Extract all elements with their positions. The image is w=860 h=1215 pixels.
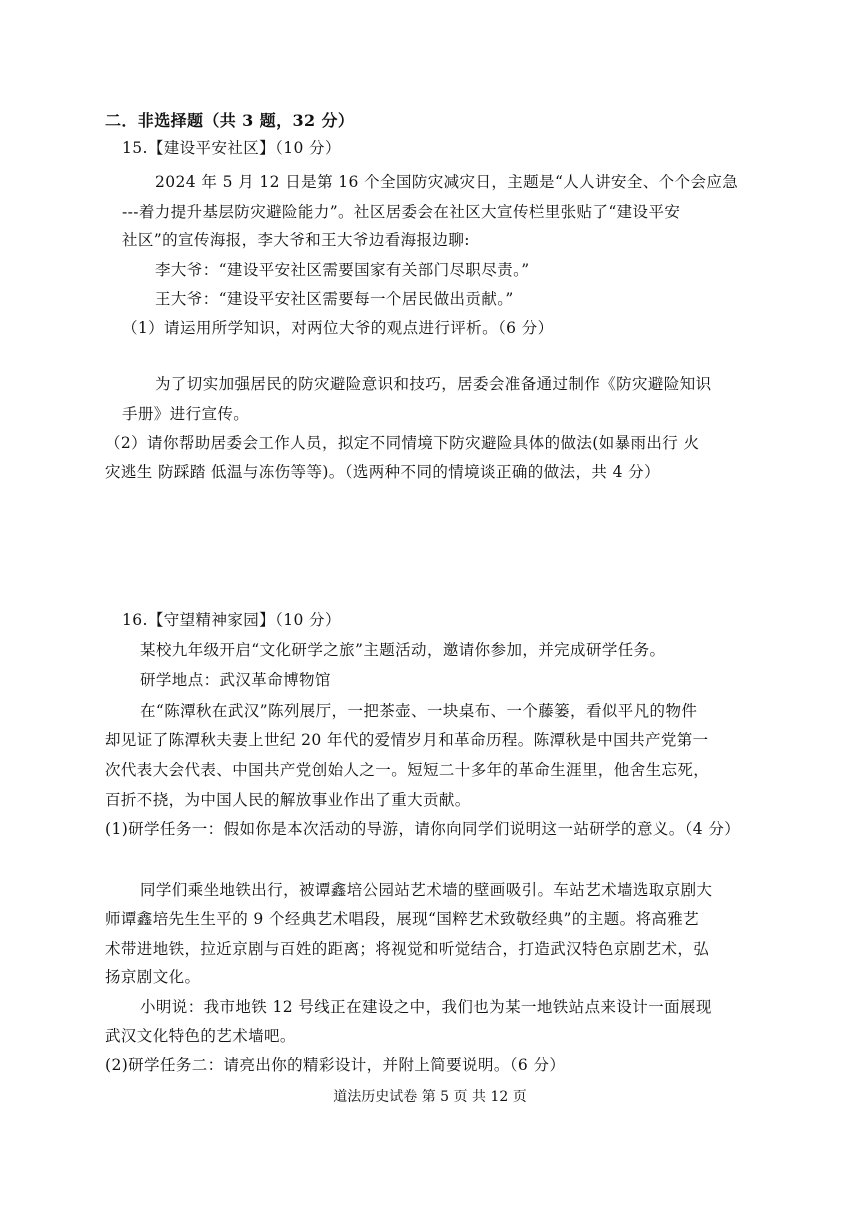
page-footer: 道法历史试卷 第 5 页 共 12 页 [333, 1089, 527, 1105]
q16-para1-line-4: 百折不挠，为中国人民的解放事业作出了重大贡献。 [105, 791, 471, 809]
q16-title: 16.【守望精神家园】（10 分） [122, 611, 341, 629]
q15-subquestion-2-line-2: 灾逃生 防踩踏 低温与冻伤等等)。（选两种不同的情境谈正确的做法，共 4 分） [105, 463, 660, 481]
q16-para2-line-4: 扬京剧文化。 [105, 968, 201, 986]
q16-task-2: (2)研学任务二：请亮出你的精彩设计，并附上简要说明。（6 分） [105, 1056, 566, 1074]
q15-para2-line-1: 为了切实加强居民的防灾避险意识和技巧，居委会准备通过制作《防灾避险知识 [155, 375, 712, 393]
q15-intro-line-3: 社区”的宣传海报，李大爷和王大爷边看海报边聊: [122, 231, 470, 249]
q15-para2-line-2: 手册》进行宣传。 [122, 405, 250, 423]
q15-title: 15.【建设平安社区】（10 分） [122, 139, 341, 157]
q15-intro-line-1: 2024 年 5 月 12 日是第 16 个全国防灾减灾日，主题是“人人讲安全、个个会应急 [155, 173, 739, 191]
q15-subquestion-2-line-1: （2）请你帮助居委会工作人员，拟定不同情境下防灾避险具体的做法(如暴雨出行 火 [105, 434, 700, 452]
q16-location: 研学地点：武汉革命博物馆 [140, 671, 331, 689]
q16-para1-line-2: 却见证了陈潭秋夫妻上世纪 20 年代的爱情岁月和革命历程。陈潭秋是中国共产党第一 [105, 731, 709, 749]
q16-para3-line-2: 武汉文化特色的艺术墙吧。 [105, 1027, 296, 1045]
q16-para2-line-2: 师谭鑫培先生生平的 9 个经典艺术唱段，展现“国粹艺术致敬经典”的主题。将高雅艺 [105, 910, 700, 928]
q16-intro: 某校九年级开启“文化研学之旅”主题活动，邀请你参加，并完成研学任务。 [140, 641, 666, 659]
q16-para1-line-3: 次代表大会代表、中国共产党创始人之一。短短二十多年的革命生涯里，他舍生忘死， [105, 761, 710, 779]
q16-para1-line-1: 在“陈潭秋在武汉”陈列展厅，一把茶壶、一块桌布、一个藤篓，看似平凡的物件 [140, 702, 698, 720]
q15-intro-line-2: ---着力提升基层防灾避险能力”。社区居委会在社区大宣传栏里张贴了“建设平安 [122, 203, 681, 221]
q15-subquestion-1: （1）请运用所学知识，对两位大爷的观点进行评析。（6 分） [122, 319, 554, 337]
q16-para2-line-1: 同学们乘坐地铁出行，被谭鑫培公园站艺术墙的壁画吸引。车站艺术墙选取京剧大 [140, 881, 713, 899]
q16-para2-line-3: 术带进地铁，拉近京剧与百姓的距离；将视觉和听觉结合，打造武汉特色京剧艺术，弘 [105, 940, 710, 958]
q15-quote-wang: 王大爷：“建设平安社区需要每一个居民做出贡献。” [155, 290, 514, 308]
q16-task-1: (1)研学任务一：假如你是本次活动的导游，请你向同学们说明这一站研学的意义。（4 分） [105, 820, 741, 838]
q15-quote-li: 李大爷：“建设平安社区需要国家有关部门尽职尽责。” [155, 261, 530, 279]
section-heading: 二．非选择题（共 3 题，32 分） [105, 111, 355, 130]
q16-para3-line-1: 小明说：我市地铁 12 号线正在建设之中，我们也为某一地铁站点来设计一面展现 [140, 998, 712, 1016]
